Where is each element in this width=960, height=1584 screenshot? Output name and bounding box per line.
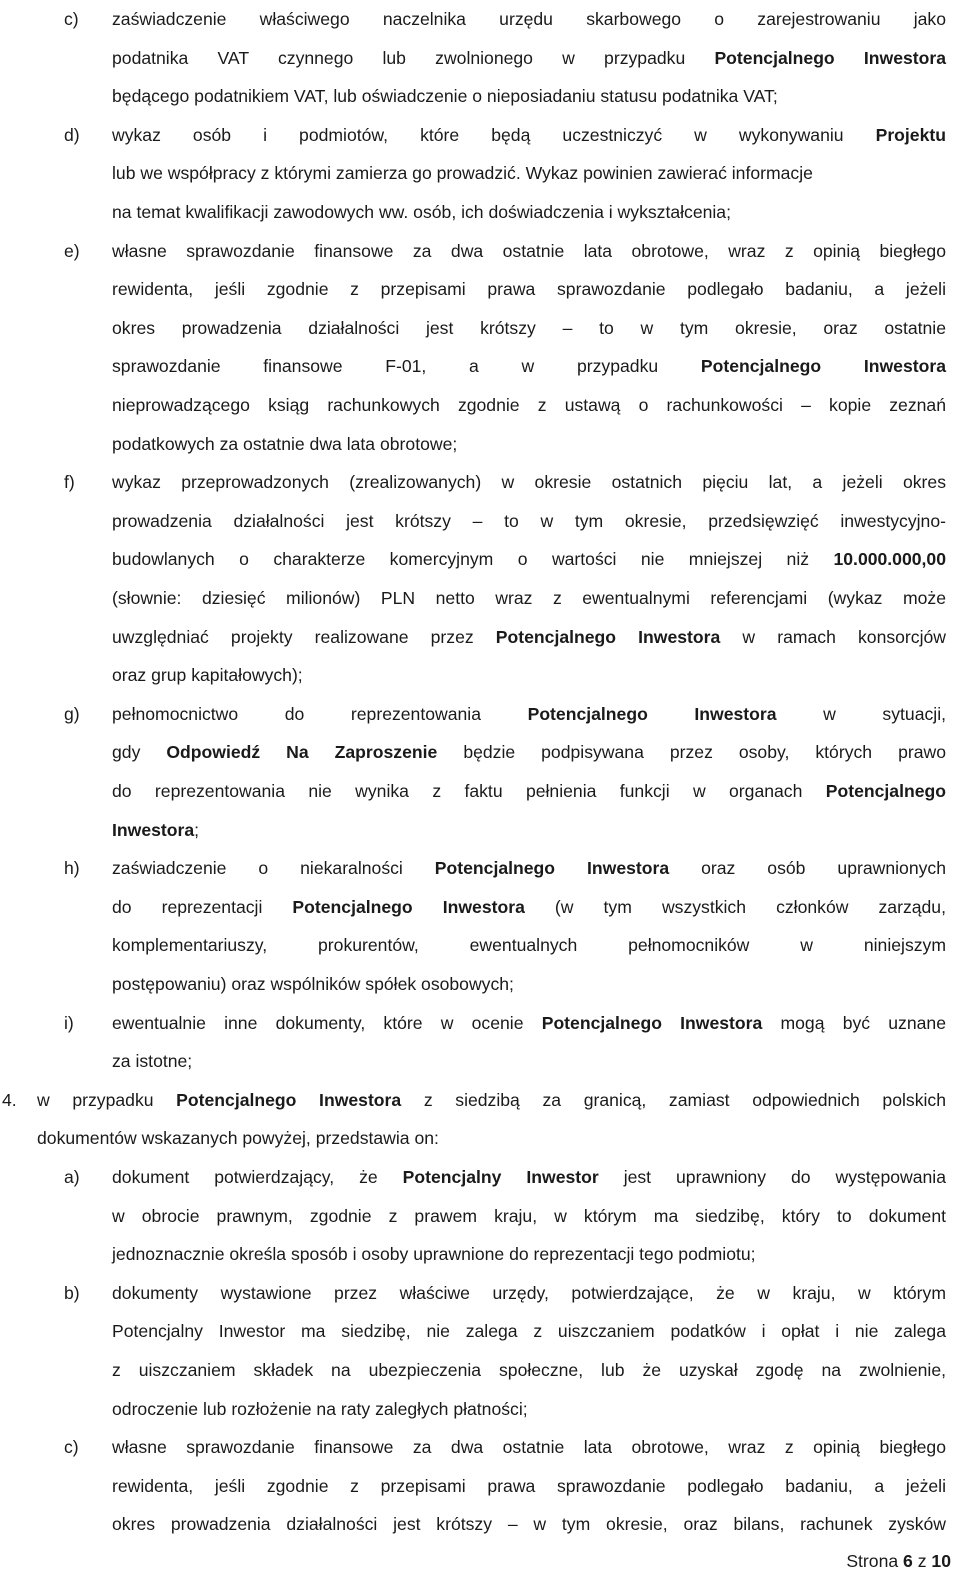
text-run: wykaz osób i podmiotów, które będą uczestniczyć w wykonywaniu [112,124,876,145]
text-line [112,309,946,348]
text-run: postępowaniu) oraz wspólników spółek osobowych; [112,973,514,994]
text-run: rewidenta, jeśli zgodnie z przepisami prawa sprawozdanie podlegało badaniu, a jeżeli [112,279,946,300]
list-marker: e) [64,240,80,261]
text-line [112,926,946,965]
text-run: sprawozdanie finansowe F-01, a w przypadku [112,356,701,377]
text-line [112,1197,946,1236]
emphasized-term: Odpowiedź Na Zaproszenie [166,742,438,763]
text-line [112,1235,946,1274]
text-line [112,386,946,425]
list-marker: g) [64,703,80,724]
text-run: (w tym wszystkich członków zarządu, [524,896,946,917]
text-line [112,116,946,155]
sub-item-c-foreign [64,1428,946,1544]
list-item-text [112,849,946,1003]
sub-item-g [64,695,946,849]
text-run: Potencjalny Inwestor ma siedzibę, nie zalega z uiszczaniem podatków i opłat i nie zalega [112,1321,946,1342]
text-line [112,193,946,232]
text-line [112,1467,946,1506]
text-run: jest uprawniony do występowania [598,1167,946,1187]
text-run: dokumenty wystawione przez właściwe urzędy, potwierdzające, że w kraju, w którym [112,1282,946,1303]
page-footer [846,1551,951,1572]
text-line [112,888,946,927]
text-line [112,540,946,579]
text-line [112,1428,946,1467]
text-line [112,656,946,695]
text-run: gdy [112,742,167,763]
text-line [112,154,946,193]
text-line [112,1312,946,1351]
emphasized-term: Potencjalny Inwestor [402,1167,599,1187]
text-run: prowadzenia działalności jest krótszy – to w tym okresie, przedsięwzięć inwestycyjno- [112,510,946,531]
text-run: ewentualnie inne dokumenty, które w ocenie [112,1012,542,1033]
text-run: komplementariuszy, prokurentów, ewentualnych pełnomocników w niniejszym [112,935,946,956]
emphasized-term: 10.000.000,00 [833,549,946,570]
text-line [112,1274,946,1313]
text-line [112,618,946,657]
text-line [112,232,946,271]
text-line [112,463,946,502]
text-run: pełnomocnictwo do reprezentowania [112,703,528,724]
text-line [112,695,946,734]
sub-item-e [64,232,946,464]
text-line [112,347,946,386]
text-line [112,39,946,78]
numbered-point-4 [2,1081,946,1158]
emphasized-term: Potencjalnego Inwestora [434,858,670,879]
list-item-text [112,116,946,232]
list-marker: b) [64,1282,80,1303]
sub-item-a-foreign [64,1158,946,1274]
emphasized-term: Potencjalnego Inwestora [541,1012,763,1033]
sub-item-i [64,1004,946,1081]
list-item-text [112,232,946,464]
text-run: oraz osób uprawnionych [669,858,946,879]
list-item-text [112,1428,946,1544]
text-line [112,425,946,464]
text-run: własne sprawozdanie finansowe za dwa ostatnie lata obrotowe, wraz z opinią biegłego [112,240,946,261]
list-marker: c) [64,1437,79,1458]
list-marker: 4. [2,1089,17,1110]
text-run: w ramach konsorcjów [720,626,946,647]
text-line [112,1505,946,1544]
footer-prefix: Strona [846,1551,904,1571]
text-run: okres prowadzenia działalności jest krótszy – w tym okresie, oraz bilans, rachunek zysków [112,1514,946,1535]
text-run: dokument potwierdzający, że [112,1167,403,1187]
emphasized-term: Potencjalnego Inwestora [495,626,721,647]
emphasized-term: Potencjalnego Inwestora [527,703,777,724]
text-line [112,811,946,850]
text-run: w przypadku [37,1089,177,1110]
footer-page-total: 10 [931,1551,951,1571]
text-run: mogą być uznane [762,1012,946,1033]
text-line [112,579,946,618]
list-item-text [112,1158,946,1274]
text-line [112,1004,946,1043]
text-run: podatnika VAT czynnego lub zwolnionego w przypadku [112,47,715,68]
list-item-text [112,463,946,695]
text-line [112,965,946,1004]
text-run: lub we współpracy z którymi zamierza go prowadzić. Wykaz powinien zawierać informacje [112,163,813,184]
text-run: zaświadczenie o niekaralności [112,858,435,879]
footer-page-number: 6 [903,1551,913,1571]
text-run: jednoznacznie określa sposób i osoby uprawnione do reprezentacji tego podmiotu; [112,1244,756,1265]
list-marker: i) [64,1012,74,1033]
list-marker: a) [64,1167,80,1187]
text-line [112,772,946,811]
list-item-text [112,1004,946,1081]
text-run: nieprowadzącego ksiąg rachunkowych zgodnie z ustawą o rachunkowości – kopie zeznań [112,394,946,415]
text-run: z uiszczaniem składek na ubezpieczenia społeczne, lub że uzyskał zgodę na zwolnienie, [112,1359,946,1380]
text-run: odroczenie lub rozłożenie na raty zaległych płatności; [112,1398,528,1419]
list-item-text [37,1081,946,1158]
text-line [112,0,946,39]
text-run: na temat kwalifikacji zawodowych ww. osób, ich doświadczenia i wykształcenia; [112,201,731,222]
text-run: do reprezentowania nie wynika z faktu pełnienia funkcji w organach [112,780,826,801]
text-line [112,733,946,772]
text-run: uwzględniać projekty realizowane przez [112,626,496,647]
emphasized-term: Potencjalnego Inwestora [700,356,946,377]
list-item-text [112,0,946,116]
text-line [112,1351,946,1390]
sub-item-h [64,849,946,1003]
emphasized-term: Potencjalnego Inwestora [176,1089,402,1110]
text-run: za istotne; [112,1051,193,1072]
text-line [112,77,946,116]
emphasized-term: Potencjalnego Inwestora [292,896,525,917]
text-line [112,849,946,888]
text-line [112,1158,946,1197]
emphasized-term: Potencjalnego Inwestora [714,47,947,68]
list-marker: h) [64,858,80,879]
list-marker: f) [64,472,75,493]
text-run: (słownie: dziesięć milionów) PLN netto wraz z ewentualnymi referencjami (wykaz może [112,587,946,608]
sub-item-c [64,0,946,116]
sub-item-d [64,116,946,232]
list-item-text [112,695,946,849]
text-line [37,1119,946,1158]
emphasized-term: Projektu [875,124,946,145]
text-run: będzie podpisywana przez osoby, których prawo [437,742,946,763]
text-run: rewidenta, jeśli zgodnie z przepisami prawa sprawozdanie podlegało badaniu, a jeżeli [112,1475,946,1496]
text-run: z siedzibą za granicą, zamiast odpowiednich polskich [401,1089,946,1110]
footer-mid: z [912,1551,932,1571]
text-run: wykaz przeprowadzonych (zrealizowanych) w okresie ostatnich pięciu lat, a jeżeli okres [112,472,946,493]
list-marker: c) [64,9,79,29]
text-run: w obrocie prawnym, zgodnie z prawem kraju, w którym ma siedzibę, który to dokument [112,1205,946,1226]
list-item-text [112,1274,946,1428]
text-run: do reprezentacji [112,896,293,917]
sub-item-b-foreign [64,1274,946,1428]
text-run: będącego podatnikiem VAT, lub oświadczenie o nieposiadaniu statusu podatnika VAT; [112,86,778,107]
emphasized-term: Inwestora [112,819,195,840]
text-line [112,1042,946,1081]
text-run: ; [194,819,200,840]
text-run: okres prowadzenia działalności jest krótszy – to w tym okresie, oraz ostatnie [112,317,946,338]
text-line [37,1081,946,1120]
text-run: własne sprawozdanie finansowe za dwa ostatnie lata obrotowe, wraz z opinią biegłego [112,1437,946,1458]
text-run: budowlanych o charakterze komercyjnym o wartości nie mniejszej niż [112,549,834,570]
text-run: w sytuacji, [776,703,946,724]
emphasized-term: Potencjalnego [825,780,946,801]
text-run: podatkowych za ostatnie dwa lata obrotowe; [112,433,458,454]
text-run: oraz grup kapitałowych); [112,665,303,686]
text-run: zaświadczenie właściwego naczelnika urzędu skarbowego o zarejestrowaniu jako [112,9,946,29]
text-line [112,270,946,309]
text-line [112,1390,946,1429]
list-marker: d) [64,124,80,145]
text-run: dokumentów wskazanych powyżej, przedstawia on: [37,1128,439,1149]
text-line [112,502,946,541]
sub-item-f [64,463,946,695]
